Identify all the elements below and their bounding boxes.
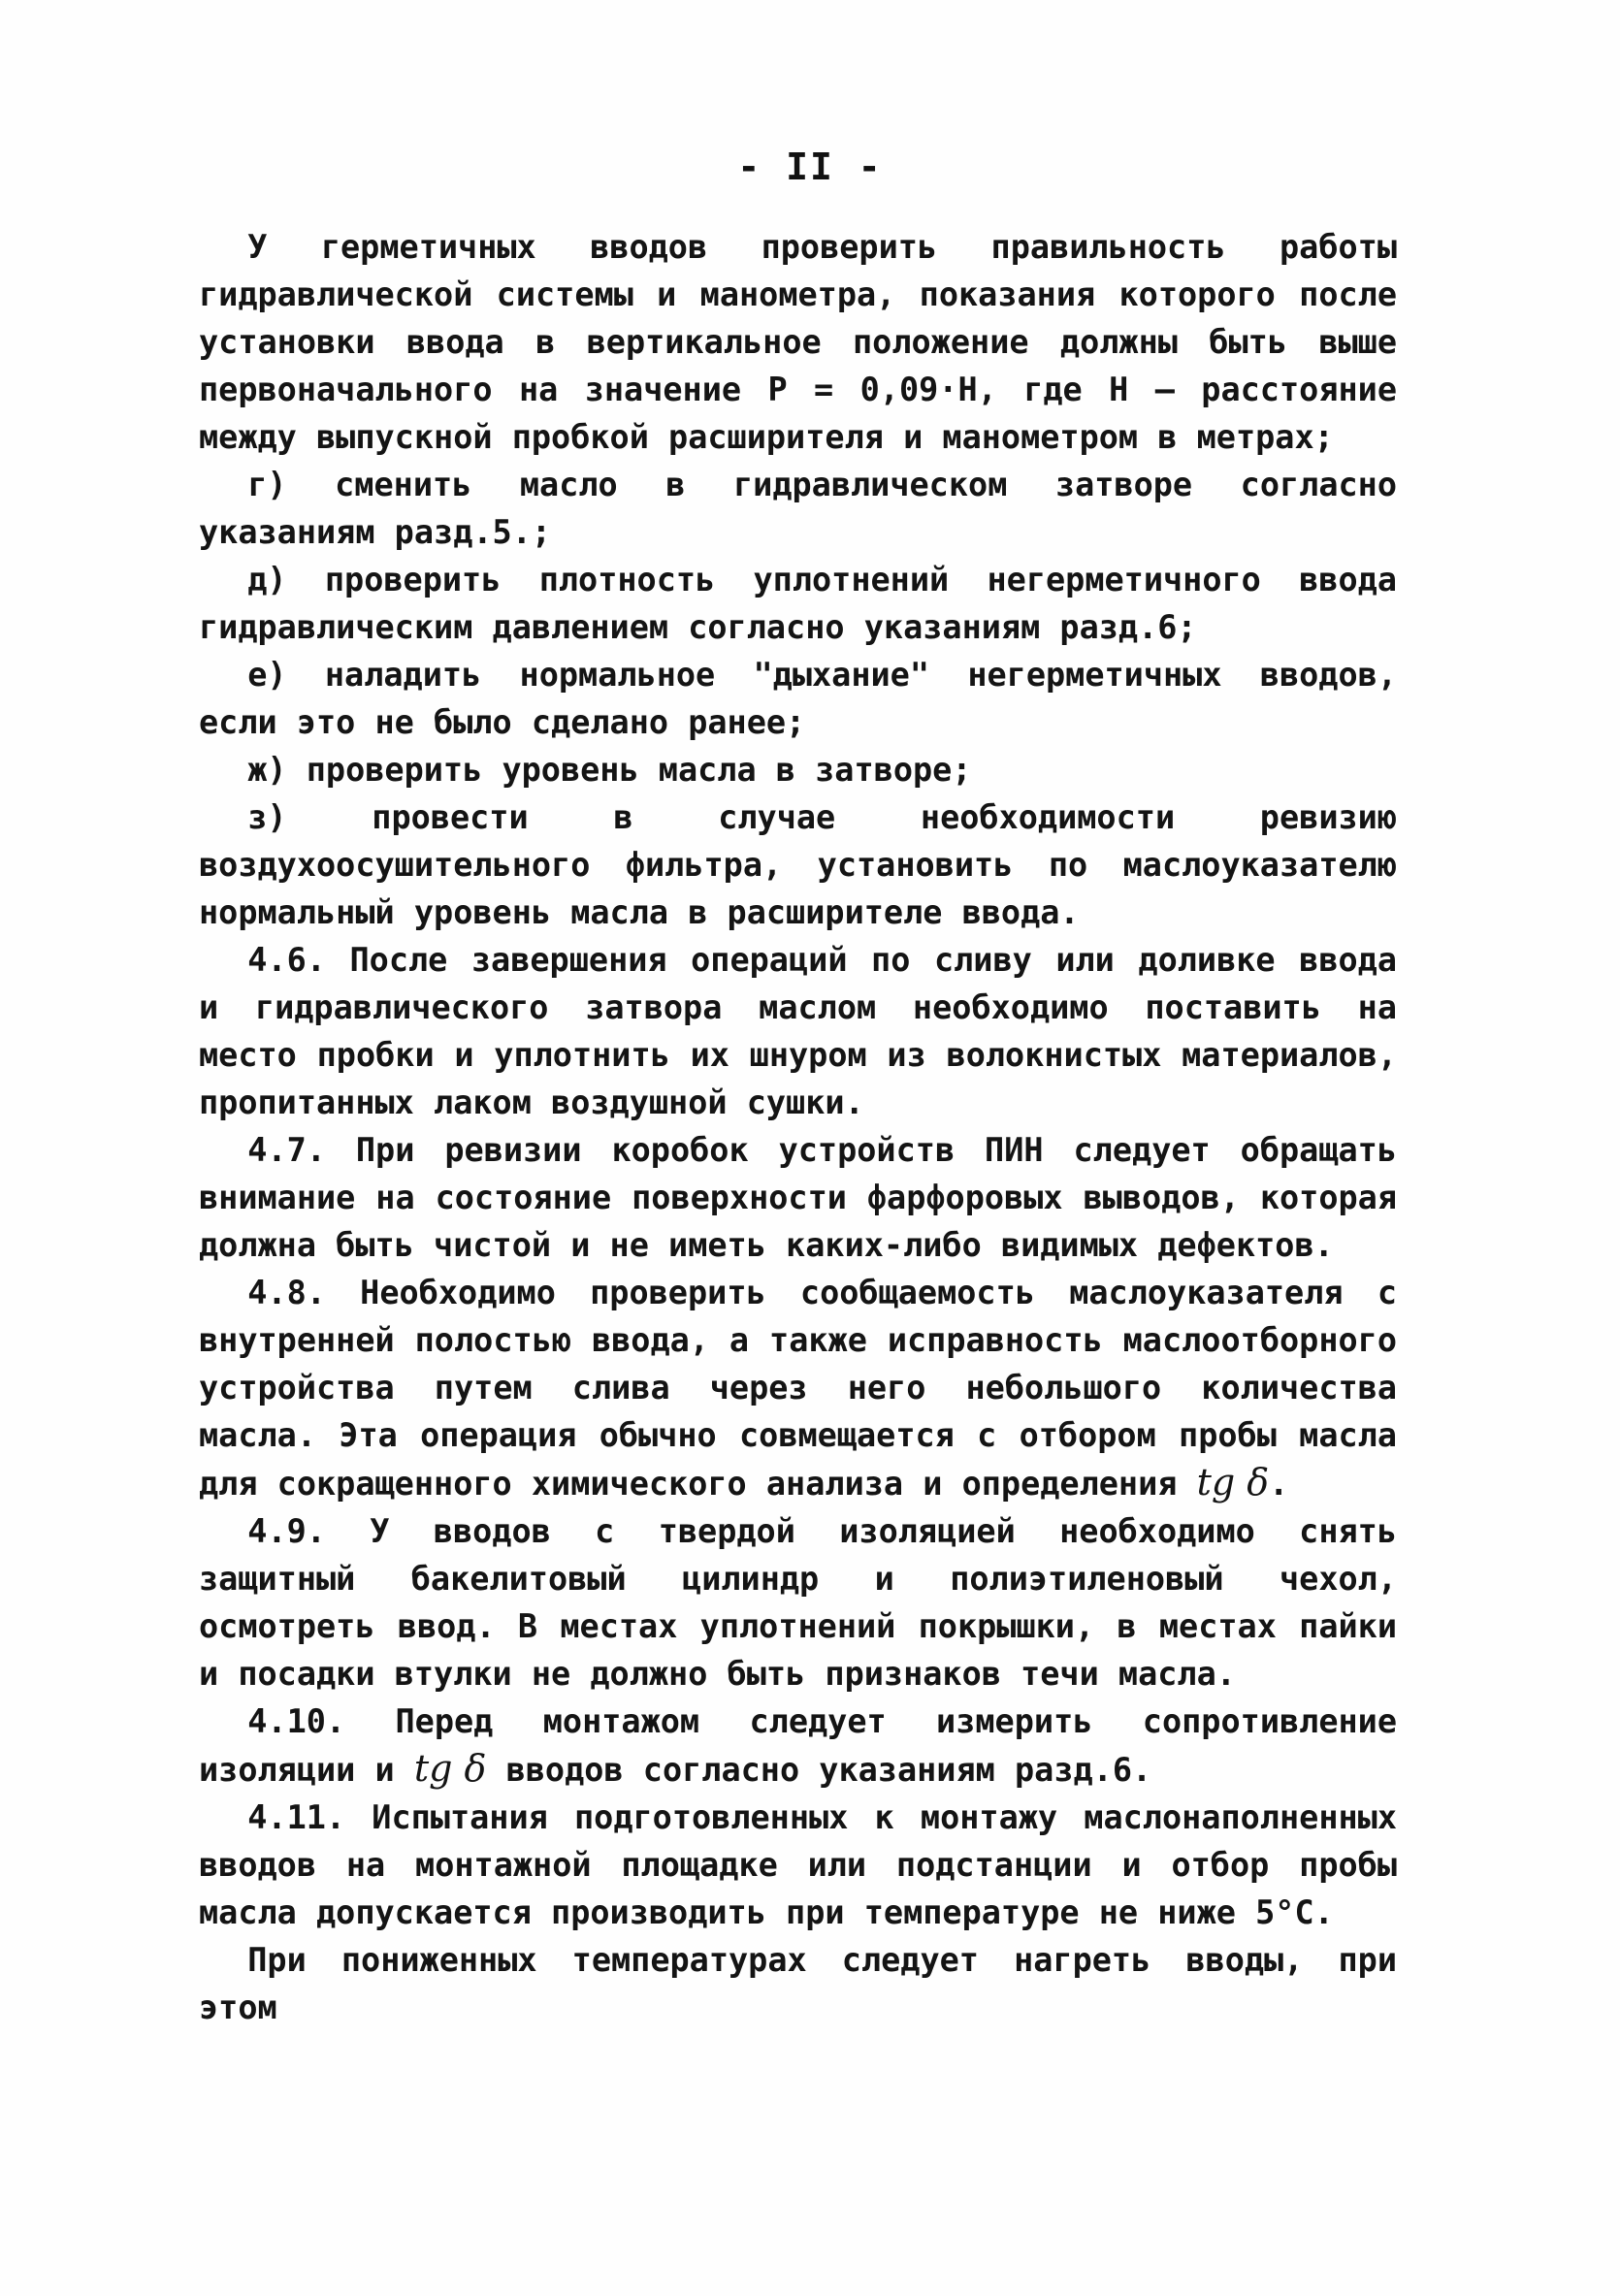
list-item-d: д) проверить плотность уплотнений негерметичного ввода гидравлическим давлением согласно указаниям разд.6;	[199, 561, 1397, 646]
tg-delta-formula: tg δ	[413, 1747, 487, 1790]
section-4-8-text: 4.8. Необходимо проверить сообщаемость маслоуказателя с внутренней полостью ввода, а также исправность маслоотборного устройства путем слива через него небольшого количества масла. Эта операция обычно совмещается с отбором пробы масла для сокращенного химического анализа и определения	[199, 1274, 1397, 1503]
section-4-10-tail: вводов согласно указаниям разд.6.	[486, 1751, 1152, 1789]
section-4-8-tail: .	[1269, 1465, 1289, 1503]
section-4-11: 4.11. Испытания подготовленных к монтажу маслонаполненных вводов на монтажной площадке или подстанции и отбор пробы масла допускается производить при температуре не ниже 5°С.	[199, 1798, 1397, 1931]
section-4-10	[199, 1698, 1397, 1794]
page-number: - II -	[737, 146, 883, 188]
paragraph-hermetic-bushings: У герметичных вводов проверить правильность работы гидравлической системы и манометра, показания которого после установки ввода в вертикальное положение должны быть выше первоначального на значение Р = 0,09·Н, где Н – расстояние между выпускной пробкой расширителя и манометром в метрах;	[199, 228, 1397, 456]
section-4-9: 4.9. У вводов с твердой изоляцией необходимо снять защитный бакелитовый цилиндр и полиэтиленовый чехол, осмотреть ввод. В местах уплотнений покрышки, в местах пайки и посадки втулки не должно быть признаков течи масла.	[199, 1512, 1397, 1693]
section-4-10-text: 4.10. Перед монтажом следует измерить сопротивление изоляции и	[199, 1702, 1397, 1789]
list-item-e: е) наладить нормальное "дыхание" негерметичных вводов, если это не было сделано ранее;	[199, 656, 1397, 741]
paragraph-low-temperatures: При пониженных температурах следует нагреть вводы, при этом	[199, 1941, 1397, 2026]
tg-delta-formula: tg δ	[1196, 1461, 1270, 1504]
section-4-7: 4.7. При ревизии коробок устройств ПИН следует обращать внимание на состояние поверхности фарфоровых выводов, которая должна быть чистой и не иметь каких-либо видимых дефектов.	[199, 1131, 1397, 1264]
document-body	[199, 223, 1397, 2031]
section-4-8	[199, 1269, 1397, 1507]
list-item-g: г) сменить масло в гидравлическом затворе согласно указаниям разд.5.;	[199, 466, 1397, 551]
section-4-6: 4.6. После завершения операций по сливу или доливке ввода и гидравлического затвора маслом необходимо поставить на место пробки и уплотнить их шнуром из волокнистых материалов, пропитанных лаком воздушной сушки.	[199, 941, 1397, 1121]
list-item-zh: ж) проверить уровень масла в затворе;	[247, 751, 972, 789]
list-item-z: з) провести в случае необходимости ревизию воздухоосушительного фильтра, установить по маслоуказателю нормальный уровень масла в расширителе ввода.	[199, 798, 1397, 931]
